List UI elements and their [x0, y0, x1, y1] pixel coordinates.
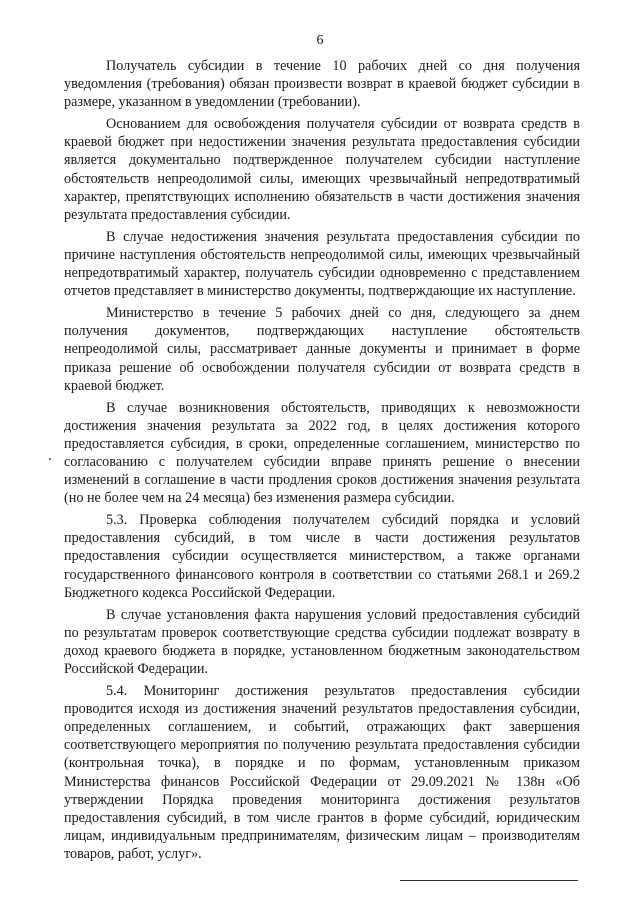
paragraph-deadline-extension: В случае возникновения обстоятельств, приводящих к невозможности достижения значения результата за 2022 год, в целях достижения которого предоставляется субсидия, в сроки, определенные соглашением, министерство по согласованию с получателем субсидии вправе принять решение о внесении изменений в соглашение в части продления сроков достижения значения результата (но не более чем на 24 месяца) без изменения размера субсидии. — [64, 399, 580, 507]
paragraph-force-majeure-documents: В случае недостижения значения результата предоставления субсидии по причине наступления обстоятельств непреодолимой силы, имеющих чрезвычайный непредотвратимый характер, получатель субсидии одновременно с представлением отчетов представляет в министерство документы, подтверждающие их наступление. — [64, 228, 580, 300]
paragraph-ministry-review: Министерство в течение 5 рабочих дней со дня, следующего за днем получения документов, подтверждающих наступление обстоятельств непреодолимой силы, рассматривает данные документы и принимает в форме приказа решение об освобождении получателя субсидии от возврата средств в краевой бюджет. — [64, 305, 580, 394]
document-body — [64, 57, 580, 867]
paragraph-refund-deadline: Получатель субсидии в течение 10 рабочих дней со дня получения уведомления (требования) обязан произвести возврат в краевой бюджет субсидии в размере, указанном в уведомлении (требовании). — [64, 58, 580, 111]
paragraph-exemption-grounds: Основанием для освобождения получателя субсидии от возврата средств в краевой бюджет при недостижении значения результата предоставления субсидии является документально подтвержденное получателем субсидии наступление обстоятельств непреодолимой силы, имеющих чрезвычайный непредотвратимый характер, препятствующих исполнению обязательств в части достижения значения результата предоставления субсидии. — [64, 116, 580, 223]
paragraph-section-5-4: 5.4. Мониторинг достижения результатов предоставления субсидии проводится исходя из достижения значений результатов предоставления субсидии, определенных соглашением, и событий, отражающих факт завершения соответствующего мероприятия по получению результата предоставления субсидии (контрольная точка), в порядке и по формам, установленным приказом Министерства финансов Российской Федерации от 29.09.2021 № 138н «Об утверждении Порядка проведения мониторинга достижения результатов предоставления субсидий, в том числе грантов в форме субсидий, юридическим лицам, индивидуальным предпринимателям, физическим лицам – производителям товаров, работ, услуг». — [64, 683, 580, 862]
bottom-rule — [400, 880, 578, 881]
paragraph-violation-refund: В случае установления факта нарушения условий предоставления субсидий по результатам проверок соответствующие средства субсидии подлежат возврату в доход краевого бюджета в порядке, установленном бюджетным законодательством Российской Федерации. — [64, 606, 580, 677]
scan-speck — [49, 458, 51, 460]
paragraph-section-5-3: 5.3. Проверка соблюдения получателем субсидий порядка и условий предоставления субсидий, в том числе в части достижения результатов предоставления субсидии осуществляется министерством, а также органами государственного финансового контроля в соответствии со статьями 268.1 и 269.2 Бюджетного кодекса Российской Федерации. — [64, 512, 580, 601]
page-number: 6 — [316, 33, 324, 48]
